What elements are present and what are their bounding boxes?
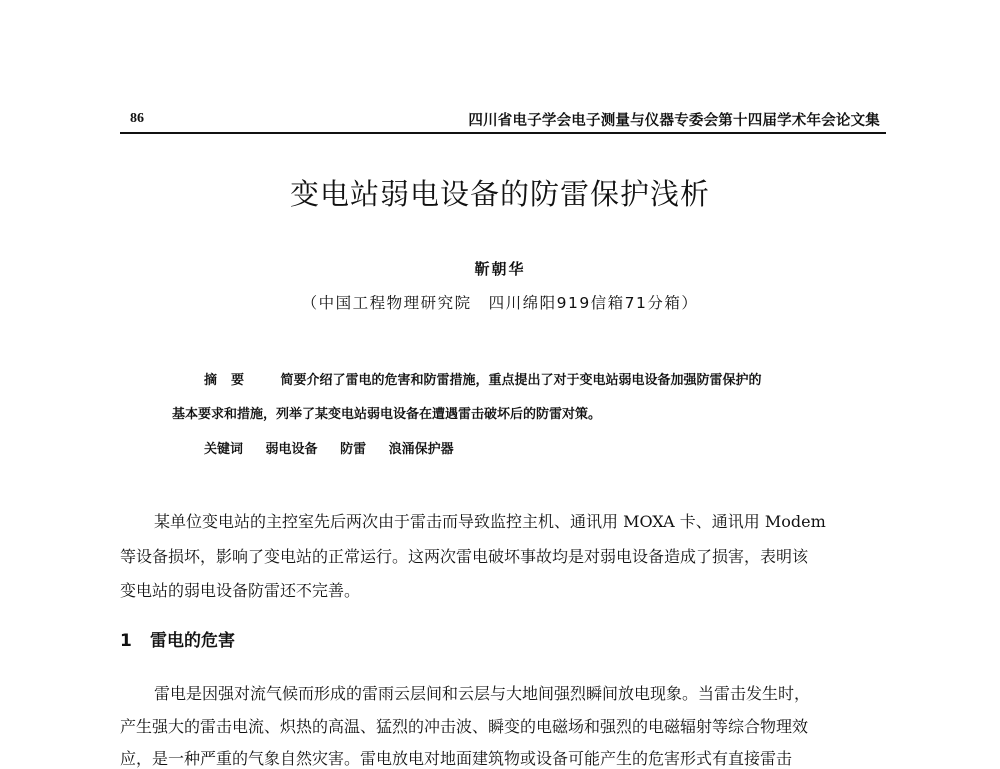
section-heading: [120, 626, 235, 651]
abstract-text-line1: 简要介绍了雷电的危害和防雷措施，重点提出了对于变电站弱电设备加强防雷保护的: [280, 373, 762, 388]
keyword: 浪涌保护器: [388, 442, 454, 457]
intro-line: 某单位变电站的主控室先后两次由于雷击而导致监控主机、通讯用 MOXA 卡、通讯用 Modem: [154, 512, 826, 531]
section-number: 1: [120, 631, 132, 651]
section-title: 雷电的危害: [150, 631, 235, 651]
keywords-label: 关键词: [204, 442, 244, 457]
page-number: 86: [130, 111, 144, 126]
section1-line: 应，是一种严重的气象自然灾害。雷电放电对地面建筑物或设备可能产生的危害形式有直接雷击: [120, 749, 793, 768]
section1-line: 产生强大的雷击电流、炽热的高温、猛烈的冲击波、瞬变的电磁场和强烈的电磁辐射等综合物理效: [120, 717, 809, 736]
author-affiliation: （中国工程物理研究院 四川绵阳919信箱71分箱）: [301, 294, 699, 312]
author-name: 靳朝华: [474, 260, 526, 278]
section1-line: 雷电是因强对流气候而形成的雷雨云层间和云层与大地间强烈瞬间放电现象。当雷击发生时，: [154, 684, 811, 703]
journal-title: 四川省电子学会电子测量与仪器专委会第十四届学术年会论文集: [468, 113, 880, 129]
running-header: [120, 108, 886, 134]
abstract-text-line2: 基本要求和措施，列举了某变电站弱电设备在遭遇雷击破坏后的防雷对策。: [172, 407, 602, 422]
article-title: 变电站弱电设备的防雷保护浅析: [289, 177, 710, 211]
abstract-first-line: [204, 369, 762, 388]
intro-line: 等设备损坏，影响了变电站的正常运行。这两次雷电破坏事故均是对弱电设备造成了损害，表明该: [120, 547, 809, 566]
keyword: 防雷: [340, 442, 367, 457]
keyword: 弱电设备: [265, 442, 318, 457]
abstract-label: 摘要: [204, 373, 259, 388]
intro-line: 变电站的弱电设备防雷还不完善。: [120, 581, 361, 600]
keywords-line: [204, 438, 472, 457]
